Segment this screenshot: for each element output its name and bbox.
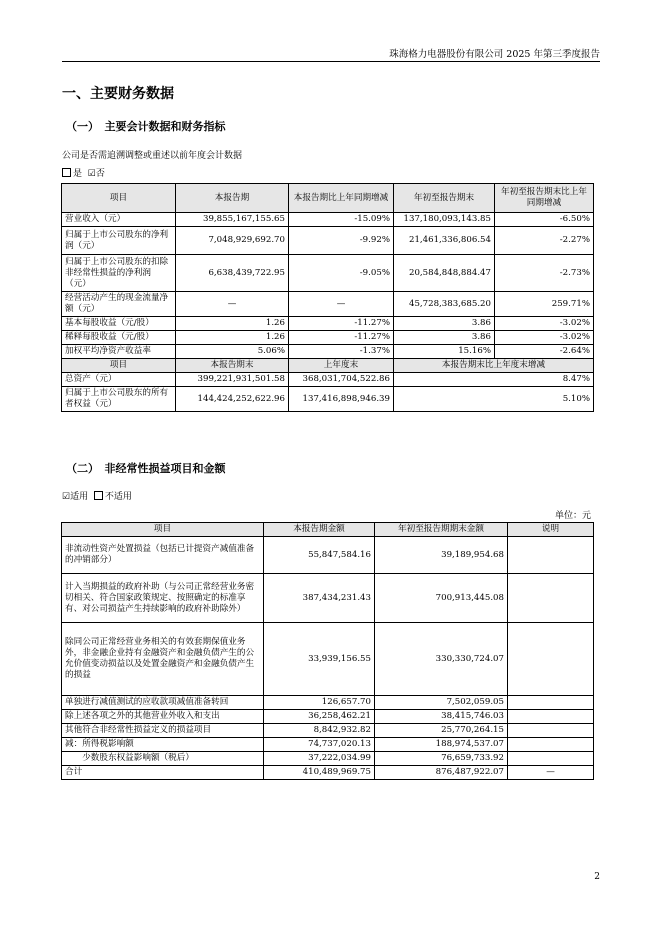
table-cell: 39,855,167,155.65 (176, 213, 289, 227)
table-row (62, 387, 594, 412)
yes-checkbox[interactable] (62, 168, 71, 177)
column-header: 年初至报告期末 (394, 184, 495, 213)
table-cell: -9.05% (289, 255, 394, 292)
row-label: 除上述各项之外的其他营业外收入和支出 (62, 710, 264, 724)
no-label: 否 (95, 169, 105, 179)
table-cell: -6.50% (495, 213, 594, 227)
row-label: 少数股东权益影响额（税后） (62, 752, 264, 766)
row-label: 归属于上市公司股东的扣除非经常性损益的净利润（元） (62, 255, 176, 292)
column-header: 项目 (62, 523, 264, 537)
table-cell: 5.06% (176, 345, 289, 359)
table-cell: 8.47% (394, 373, 594, 387)
table-row (62, 255, 594, 292)
table-row (62, 623, 594, 696)
table-cell: 36,258,462.21 (264, 710, 375, 724)
applicable-options (62, 489, 132, 502)
table-header-row (62, 523, 594, 537)
table-cell: 21,461,336,806.54 (394, 227, 495, 255)
row-label: 稀释每股收益（元/股） (62, 331, 176, 345)
table-cell: 259.71% (495, 292, 594, 317)
not-applicable-checkbox[interactable] (94, 491, 103, 500)
subsection-title-2: （二） 非经常性损益项目和金额 (66, 462, 226, 475)
table-cell: 5.10% (394, 387, 594, 412)
table-cell: -11.27% (289, 331, 394, 345)
table-row (62, 317, 594, 331)
table-cell: 74,737,020.13 (264, 738, 375, 752)
table-cell (508, 696, 594, 710)
table-cell: 8,842,932.82 (264, 724, 375, 738)
column-header: 本报告期比上年同期增减 (289, 184, 394, 213)
table-row (62, 227, 594, 255)
table-cell: -2.73% (495, 255, 594, 292)
column-header: 本报告期末比上年度末增减 (394, 359, 594, 373)
row-label: 单独进行减值测试的应收款项减值准备转回 (62, 696, 264, 710)
table-cell: — (176, 292, 289, 317)
table-cell: -15.09% (289, 213, 394, 227)
table-cell: 39,189,954.68 (375, 537, 508, 574)
table-cell: 55,847,584.16 (264, 537, 375, 574)
table-cell: 137,416,898,946.39 (289, 387, 394, 412)
row-label: 其他符合非经常性损益定义的损益项目 (62, 724, 264, 738)
table-row (62, 766, 594, 780)
table-cell: — (289, 292, 394, 317)
table-row (62, 696, 594, 710)
table-row (62, 738, 594, 752)
table-row (62, 724, 594, 738)
unit-label: 单位：元 (554, 511, 591, 521)
column-header: 项目 (62, 184, 176, 213)
yes-label: 是 (73, 169, 83, 179)
table-cell: 3.86 (394, 331, 495, 345)
table-cell: 137,180,093,143.85 (394, 213, 495, 227)
applicable-checkbox-mark[interactable]: ☑ (62, 492, 71, 502)
table-cell: 368,031,704,522.86 (289, 373, 394, 387)
table-row (62, 345, 594, 359)
table-cell: 38,415,746.03 (375, 710, 508, 724)
table-cell: 7,048,929,692.70 (176, 227, 289, 255)
not-applicable-label: 不适用 (104, 492, 132, 502)
table-row (62, 574, 594, 623)
column-header: 上年度末 (289, 359, 394, 373)
table-cell: 188,974,537.07 (375, 738, 508, 752)
row-label: 经营活动产生的现金流量净额（元） (62, 292, 176, 317)
table-cell: 410,489,969.75 (264, 766, 375, 780)
header-rule (62, 61, 600, 62)
column-header: 项目 (62, 359, 176, 373)
table-cell: -9.92% (289, 227, 394, 255)
table-row (62, 331, 594, 345)
row-label: 营业收入（元） (62, 213, 176, 227)
table-row (62, 213, 594, 227)
subsection-title-1: （一） 主要会计数据和财务指标 (66, 120, 226, 133)
table-row (62, 752, 594, 766)
table-cell: 1.26 (176, 331, 289, 345)
column-header: 年初至报告期期末金额 (375, 523, 508, 537)
table-cell: -2.27% (495, 227, 594, 255)
table-cell: 1.26 (176, 317, 289, 331)
section-title: 一、主要财务数据 (62, 86, 174, 102)
column-header: 说明 (508, 523, 594, 537)
table-cell: 76,659,733.92 (375, 752, 508, 766)
page-number: 2 (594, 872, 600, 882)
applicable-label: 适用 (70, 492, 89, 502)
table-cell (508, 623, 594, 696)
financial-data-table (61, 183, 594, 412)
row-label: 计入当期损益的政府补助（与公司正常经营业务密切相关、符合国家政策规定、按照确定的标准享有、对公司损益产生持续影响的政府补助除外） (62, 574, 264, 623)
table-cell (508, 537, 594, 574)
row-label: 总资产（元） (62, 373, 176, 387)
restatement-options (62, 166, 105, 179)
table-cell: 7,502,059.05 (375, 696, 508, 710)
row-label: 归属于上市公司股东的净利润（元） (62, 227, 176, 255)
table-cell: 45,728,383,685.20 (394, 292, 495, 317)
table-cell: 6,638,439,722.95 (176, 255, 289, 292)
table-cell (508, 752, 594, 766)
table-cell (508, 738, 594, 752)
column-header: 年初至报告期末比上年同期增减 (495, 184, 594, 213)
column-header: 本报告期金额 (264, 523, 375, 537)
table-cell: 33,939,156.55 (264, 623, 375, 696)
table-cell: -11.27% (289, 317, 394, 331)
table-cell: — (508, 766, 594, 780)
table-cell: -3.02% (495, 317, 594, 331)
table-cell: 15.16% (394, 345, 495, 359)
table-cell: 876,487,922.07 (375, 766, 508, 780)
table-cell: 700,913,445.08 (375, 574, 508, 623)
row-label: 除同公司正常经营业务相关的有效套期保值业务外，非金融企业持有金融资产和金融负债产生的公允价值变动损益以及处置金融资产和金融负债产生的损益 (62, 623, 264, 696)
table-cell: -2.64% (495, 345, 594, 359)
report-header: 珠海格力电器股份有限公司 2025 年第三季度报告 (389, 49, 600, 60)
table-cell: 387,434,231.43 (264, 574, 375, 623)
row-label: 合计 (62, 766, 264, 780)
table-header-row (62, 359, 594, 373)
table-cell: 144,424,252,622.96 (176, 387, 289, 412)
row-label: 非流动性资产处置损益（包括已计提资产减值准备的冲销部分） (62, 537, 264, 574)
table-cell: 330,330,724.07 (375, 623, 508, 696)
column-header: 本报告期 (176, 184, 289, 213)
row-label: 加权平均净资产收益率 (62, 345, 176, 359)
non-recurring-items-table (61, 522, 594, 780)
table-cell: 399,221,931,501.58 (176, 373, 289, 387)
table-cell: 3.86 (394, 317, 495, 331)
column-header: 本报告期末 (176, 359, 289, 373)
table-header-row (62, 184, 594, 213)
table-cell: 37,222,034.99 (264, 752, 375, 766)
table-row (62, 292, 594, 317)
restatement-question: 公司是否需追溯调整或重述以前年度会计数据 (62, 151, 243, 161)
row-label: 归属于上市公司股东的所有者权益（元） (62, 387, 176, 412)
table-row (62, 537, 594, 574)
table-cell: -3.02% (495, 331, 594, 345)
row-label: 基本每股收益（元/股） (62, 317, 176, 331)
table-cell (508, 710, 594, 724)
row-label: 减：所得税影响额 (62, 738, 264, 752)
table-cell (508, 724, 594, 738)
table-cell: 25,770,264.15 (375, 724, 508, 738)
table-cell: 20,584,848,884.47 (394, 255, 495, 292)
table-row (62, 710, 594, 724)
table-cell: 126,657.70 (264, 696, 375, 710)
table-cell (508, 574, 594, 623)
no-checkbox-mark[interactable]: ☑ (87, 169, 96, 179)
table-row (62, 373, 594, 387)
table-cell: -1.37% (289, 345, 394, 359)
